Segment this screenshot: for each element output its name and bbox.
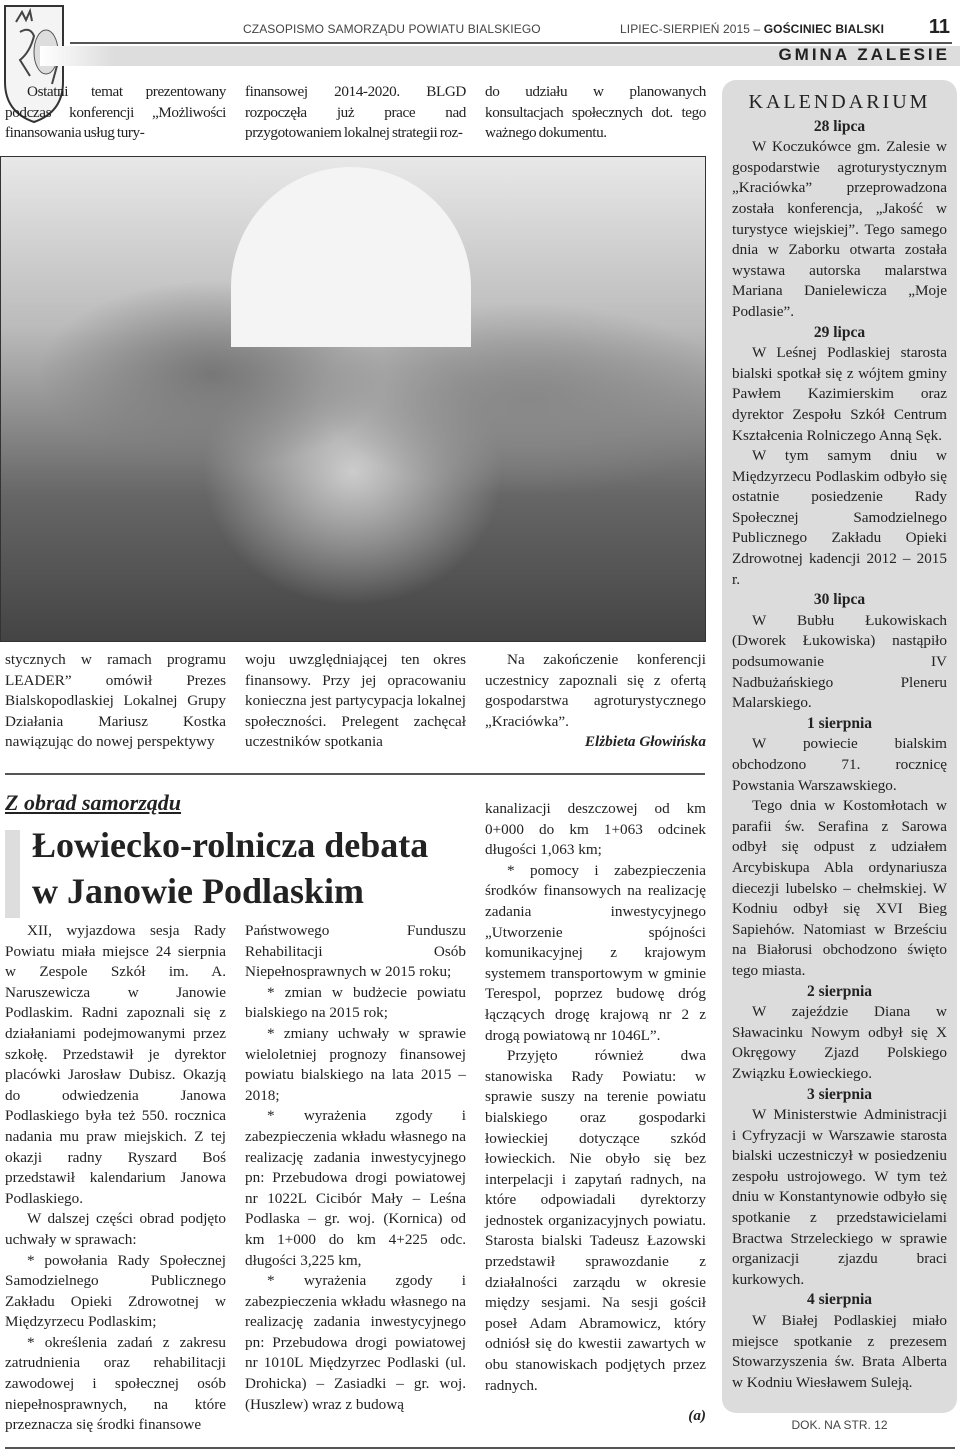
kalendarium-entry: W powiecie bialskim obchodzono 71. rocznicę Powstania Warszawskiego. xyxy=(732,735,947,794)
footer-rule xyxy=(5,1447,955,1449)
kalendarium-entry: W Białej Podlaskiej miało miejsce spotkanie z prezesem Stowarzyszenia św. Brata Alberta w Kodniu Wiesławem Suleją. xyxy=(732,1312,947,1391)
title-bar xyxy=(5,830,20,918)
paragraph: Przyjęto również dwa stanowiska Rady Powiatu: w sprawie suszy na terenie powiatu bialskiego oraz gospodarki łowieckiej dotyczące szkód łowieckich. Nie obyło się bez interpelacji i zapytań radnych, na które odpowiadali dyrektorzy jednostek organizacyjnych powiatu. Starosta bialski Tadeusz Łazowski przedstawił sprawozdanie z działalności zarządu w okresie między sesjami. Na sesji gościł poseł Adam Abramowicz, który odniósł się do kwestii zawartych w obu stanowiskach podjętych przez radnych. xyxy=(485,1047,706,1394)
publication-name: CZASOPISMO SAMORZĄDU POWIATU BIALSKIEGO xyxy=(243,22,541,36)
paragraph: stycznych w ramach programu LEADER” omówił Prezes Bialskopodlaskiej Lokalnej Grupy Działania Mariusz Kostka nawiązując do nowej perspektywy xyxy=(5,651,226,751)
article-author: (a) xyxy=(688,1407,706,1425)
top-article-col2b xyxy=(245,650,466,753)
kalendarium-entry: W tym samym dniu w Międzyrzecu Podlaskim odbyło się ostatnie posiedzenie Rady Społecznej Samodzielnego Publicznego Zakładu Opieki Zdrowotnej kadencji 2012 – 2015 r. xyxy=(732,447,947,588)
paragraph: * pomocy i zabezpieczenia środków finansowych na realizację zadania inwestycyjnego „Utworzenie spójności komunikacyjnej z krajowym systemem transportowym w gminie Terespol, poprzez budowę dróg łączących drogę krajową nr 2 z drogą powiatową nr 1046L”. xyxy=(485,861,706,1044)
issue-date xyxy=(620,22,884,36)
top-article-col3 xyxy=(485,82,706,144)
kalendarium-entry: Tego dnia w Kostomłotach w parafii św. Serafina z Sarowa odbył się odpust z udziałem Arcybiskupa Abla ordynariusza diecezji lubelsko – chełmskiej. W Kodniu odbył się XVI Bieg Sapiehów. Natomiast w Brześciu na Białorusi obchodzono święto tego miasta. xyxy=(732,797,947,979)
kalendarium-entry: W Bubłu Łukowiskach (Dworek Łukowiska) nastąpiło podsumowanie IV Nadbużańskiego Pleneru Malarskiego. xyxy=(732,611,947,712)
paragraph: * wyrażenia zgody i zabezpieczenia wkładu własnego na realizację zadania inwestycyjnego pn: Przebudowa drogi powiatowej nr 1022L Cicibór Mały – Leśna Podlaska – gr. woj. (Kornica) od km 1+000 do km 4+225 odc. długości 3,225 km, xyxy=(245,1107,466,1269)
article-col2 xyxy=(245,921,466,1415)
kalendarium-date: 2 sierpnia xyxy=(806,982,873,1000)
header-rule xyxy=(70,42,952,44)
paragraph: do udziału w planowanych konsultacjach społecznych dot. tego ważnego dokumentu. xyxy=(485,83,706,142)
newspaper-title: GOŚCINIEC BIALSKI xyxy=(763,22,885,36)
kalendarium-date: 4 sierpnia xyxy=(806,1291,873,1309)
paragraph: Na zakończenie konferencji uczestnicy zapoznali się z ofertą gospodarstwa agroturystycznego „Kraciówka”. xyxy=(485,651,706,730)
paragraph: kanalizacji deszczowej od km 0+000 do km 1+063 odcinek długości 1,063 km; xyxy=(485,800,706,859)
kalendarium-date: 1 sierpnia xyxy=(806,714,873,732)
title-line1: Łowiecko-rolnicza debata xyxy=(32,825,429,865)
paragraph: Państwowego Funduszu Rehabilitacji Osób Niepełnosprawnych w 2015 roku; xyxy=(245,922,466,981)
issue-date-text: LIPIEC-SIERPIEŃ 2015 – xyxy=(620,22,761,36)
paragraph: finansowej 2014-2020. BLGD rozpoczęła już prace nad przygotowaniem lokalnej strategii roz- xyxy=(245,83,466,142)
article-divider xyxy=(5,773,705,775)
paragraph: * powołania Rady Społecznej Samodzielnego Publicznego Zakładu Opieki Zdrowotnej w Międzyrzecu Podlaskim; xyxy=(5,1251,226,1331)
page-number: 11 xyxy=(928,16,950,38)
kalendarium-title: KALENDARIUM xyxy=(748,91,931,113)
paragraph: Ostatni temat prezentowany podczas konferencji „Możliwości finansowania usług tury- xyxy=(5,83,226,142)
caption-text xyxy=(485,650,706,732)
paragraph: * zmiany uchwały w sprawie wieloletniej prognozy finansowej powiatu bialskiego na lata 2015 – 2018; xyxy=(245,1024,466,1104)
kalendarium-date: 3 sierpnia xyxy=(806,1085,873,1103)
paragraph: * określenia zadań z zakresu zatrudnienia oraz rehabilitacji zawodowej i społecznej osób niepełnosprawnych, na które przeznacza się środki finansowe xyxy=(5,1333,226,1434)
kalendarium-entry: W Leśnej Podlaskiej starosta bialski spotkał się z wójtem gminy Pawłem Kazimierskim oraz dyrektor Zespołu Szkół Centrum Kształcenia Rolniczego Anną Sęk. xyxy=(732,344,947,444)
title-line2: w Janowie Podlaskim xyxy=(32,871,365,911)
conference-photo xyxy=(0,156,706,642)
continued-note: DOK. NA STR. 12 xyxy=(791,1418,888,1432)
paragraph: W dalszej części obrad podjęto uchwały w sprawach: xyxy=(5,1210,226,1248)
top-article-col1 xyxy=(5,82,226,144)
kalendarium-date: 29 lipca xyxy=(813,323,866,341)
top-article-col2 xyxy=(245,82,466,144)
kalendarium-date: 30 lipca xyxy=(813,591,866,609)
top-article-col3b xyxy=(485,650,706,753)
kalendarium-entry: W zajeździe Diana w Sławacinku Nowym odbył się X Okręgowy Zjazd Polskiego Związku Łowieckiego. xyxy=(732,1003,947,1082)
paragraph: * wyrażenia zgody i zabezpieczenia wkładu własnego na realizację zadania inwestycyjnego pn: Przebudowa drogi powiatowej nr 1010L Międzyrzec Podlaski (ul. Drohicka) – Zasiadki – gr. woj. (Huszlew) wraz z budową xyxy=(245,1272,466,1413)
author-signature: Elżbieta Głowińska xyxy=(584,733,706,751)
article-col3-text xyxy=(485,799,706,1396)
kalendarium-date: 28 lipca xyxy=(813,117,866,135)
section-title: GMINA ZALESIE xyxy=(778,45,950,64)
paragraph: woju uwzględniającej ten okres finansowy. Przy jej opracowaniu konieczna jest partycypacja lokalnej społeczności. Prelegent zachęcał uczestników spotkania xyxy=(245,651,466,751)
article-col3 xyxy=(485,799,706,1427)
kalendarium-entry: W Ministerstwie Administracji i Cyfryzacji w Warszawie starosta bialski uczestniczył w posiedzeniu zespołu ustrojowego. W tym też dniu w Konstantynowie odbyło się spotkanie z przedstawicielami Bractwa Strzeleckiego w sprawie organizacji zjazdu braci kurkowych. xyxy=(732,1106,947,1288)
arched-window xyxy=(231,167,471,347)
article-col1 xyxy=(5,921,226,1436)
top-article-col1b xyxy=(5,650,226,753)
kalendarium-entries xyxy=(732,117,947,1394)
paragraph: XII, wyjazdowa sesja Rady Powiatu miała miejsce 24 sierpnia w Zespole Szkół im. A. Naruszewicza w Janowie Podlaskim. Radni zapoznali się z działaniami podejmowanymi przez szkołę. Przedstawił je dyrektor placówki Jarosław Dubisz. Okazją do odwiedzenia Janowa Podlaskiego była też 550. rocznica nadania mu praw miejskich. Z tej okazji radny Ryszard Boś przedstawił kalendarium Janowa Podlaskiego. xyxy=(5,922,226,1207)
paragraph: * zmian w budżecie powiatu bialskiego na 2015 rok; xyxy=(245,983,466,1022)
article-title xyxy=(32,822,428,914)
kalendarium-box xyxy=(722,80,957,1413)
kalendarium-entry: W Koczukówce gm. Zalesie w gospodarstwie agroturystycznym „Kraciówka” przeprowadzona została konferencja, „Jakość w turystyce wiejskiej”. Tego samego dnia w Zaborku otwarta została wystawa autorska malarstwa Mariana Danielewicza „Moje Podlasie”. xyxy=(732,138,947,320)
article-kicker: Z obrad samorządu xyxy=(5,790,182,815)
